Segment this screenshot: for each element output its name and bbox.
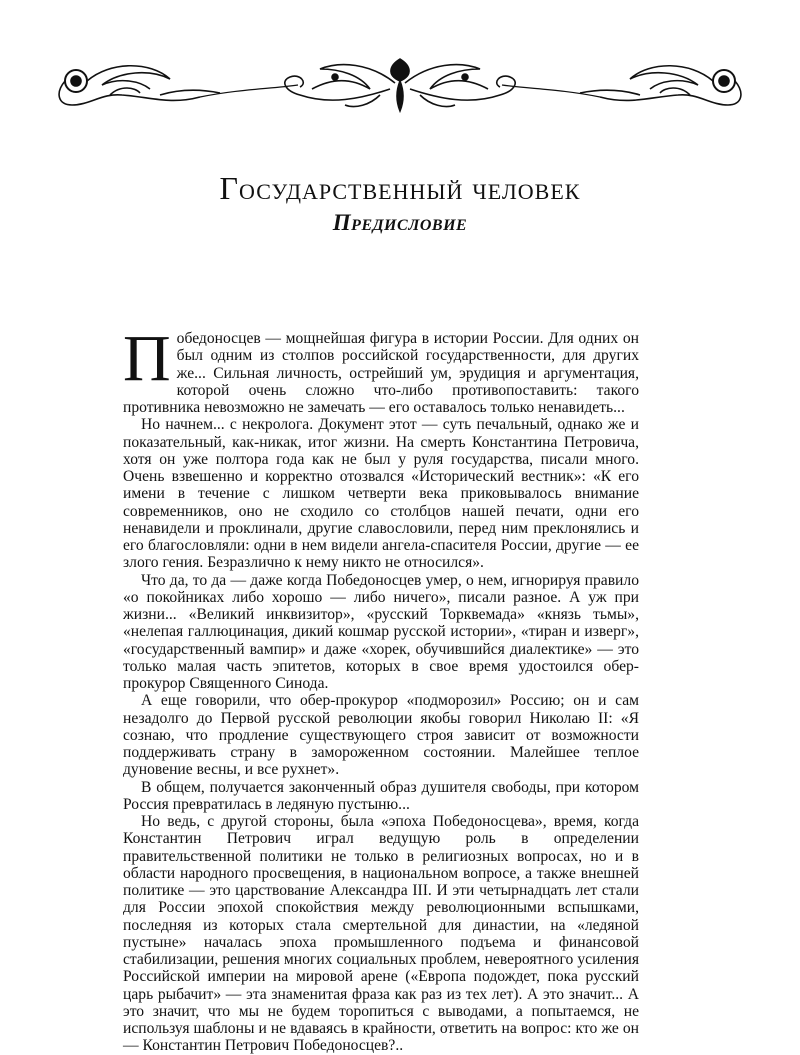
left-curl-icon <box>59 66 220 105</box>
paragraph <box>123 322 639 416</box>
page-subtitle: Предисловие <box>332 210 468 235</box>
paragraph: А еще говорили, что обер-прокурор «подморозил» Россию; он и сам незадолго до Первой русской революции якобы говорил Николаю II: «Я сознаю, что продление существующего строя зависит от возможности поддерживать страну в замороженном состоянии. Малейшее теплое дуновение весны, и все рухнет». <box>123 692 639 779</box>
body-text <box>123 322 639 1055</box>
paragraph: Но ведь, с другой стороны, была «эпоха Победоносцева», время, когда Константин Петрович играл ведущую роль в определении правительственной политики не только в религиозных вопросах, но и в области народного просвещения, в национальном вопросе, а также внешней политике — это царствование Александра III. И эти четырнадцать лет стали для России эпохой спокойствия между революционными вспышками, последняя из которых стала смертельной для династии, на «ледяной пустыне» началась эпоха промышленного подъема и финансовой стабилизации, решения многих социальных проблем, невероятного усиления Российской империи на мировой арене («Европа подождет, пока русский царь рыбачит» — эта знаменитая фраза как раз из тех лет). А это значит... А это значит, что мы не будем торопиться с выводами, а попытаемся, не используя шаблоны и не вдаваясь в крайности, ответить на вопрос: кто же он — Константин Петрович Победоносцев?.. <box>123 813 639 1055</box>
ornamental-flourish-icon <box>50 55 750 115</box>
paragraph: В общем, получается законченный образ душителя свободы, при котором Россия превратилась в ледяную пустыню... <box>123 778 639 813</box>
paragraph: Но начнем... с некролога. Документ этот — суть печальный, однако же и показательный, как-никак, итог жизни. На смерть Константина Петровича, хотя он уже полтора года как не был у руля государства, писали много. Очень взвешенно и корректно отозвался «Исторический вестник»: «К его имени в течение с лишком четверти века приковывалось внимание современников, оно не сходило со столбцов нашей печати, одни его ненавидели и проклинали, другие славословили, перед ним преклонялись и его благословляли: одни в нем видели ангела-спасителя России, другие — ее злого гения. Безразлично к нему никто не относился». <box>123 416 639 572</box>
page-title: Государственный человек <box>219 170 581 206</box>
drop-cap: П <box>123 322 171 395</box>
right-curl-icon <box>580 66 741 105</box>
center-ornament-icon <box>285 59 515 111</box>
paragraph-text: обедоносцев — мощнейшая фигура в истории России. Для одних он был одним из столпов российской государственности, для других же... Сильная личность, острейший ум, эрудиция и аргументация, которой очень сложно что-либо противопоставить: такого противника невозможно не замечать — его оставалось только ненавидеть... <box>123 330 639 416</box>
heading-block <box>0 168 800 238</box>
paragraph: Что да, то да — даже когда Победоносцев умер, о нем, игнорируя правило «о покойниках либо хорошо — либо ничего», писали разное. А уж при жизни... «Великий инквизитор», «русский Торквемада» «князь тьмы», «нелепая галлюцинация, дикий кошмар русской истории», «тиран и изверг», «государственный вампир» и даже «хорек, обучившийся диалектике» — это только малая часть эпитетов, которых в свое время удостоился обер-прокурор Священного Синода. <box>123 571 639 692</box>
